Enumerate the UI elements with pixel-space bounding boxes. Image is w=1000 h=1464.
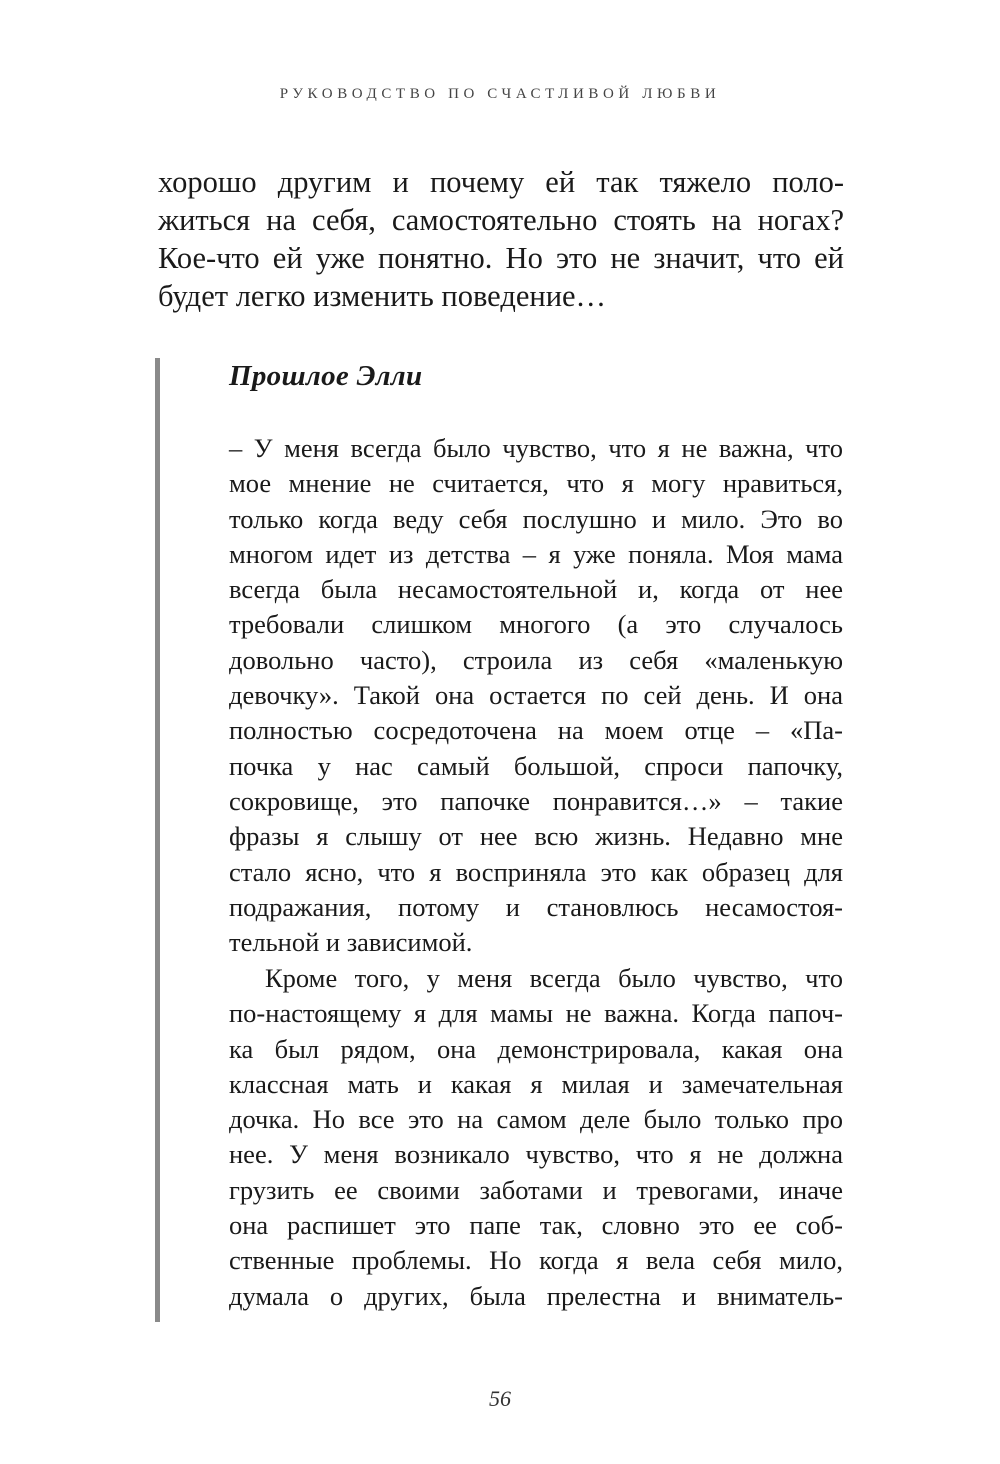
text-line: по-настоящему я для мамы не важна. Когда папоч- (229, 998, 843, 1029)
text-line: стало ясно, что я восприняла это как образец для (229, 856, 843, 887)
text-line: она распишет это папе так, словно это ее соб- (229, 1210, 843, 1241)
text-line: будет легко изменить поведение… (158, 279, 607, 313)
text-line: дочка. Но все это на самом деле было только про (229, 1104, 843, 1135)
text-line: классная мать и какая я милая и замечательная (229, 1068, 843, 1099)
quote-title: Прошлое Элли (229, 360, 423, 392)
text-line: сокровище, это папочке понравится…» – такие (229, 785, 843, 816)
text-line: Кроме того, у меня всегда было чувство, что (265, 963, 843, 993)
text-line: Кое-что ей уже понятно. Но это не значит, что ей (158, 241, 844, 275)
text-line: фразы я слышу от нее всю жизнь. Недавно мне (229, 821, 843, 852)
text-line: подражания, потому и становлюсь несамостоя- (229, 891, 843, 922)
page-number: 56 (489, 1386, 511, 1411)
text-line: довольно часто), строила из себя «маленькую (229, 644, 843, 675)
text-line: нее. У меня возникало чувство, что я не должна (229, 1139, 843, 1170)
text-line: – У меня всегда было чувство, что я не важна, что (229, 433, 843, 463)
running-head: РУКОВОДСТВО ПО СЧАСТЛИВОЙ ЛЮБВИ (279, 86, 721, 102)
text-line: ка был рядом, она демонстрировала, какая она (229, 1033, 843, 1064)
quote-paragraph-1 (229, 431, 843, 960)
text-line: мое мнение не считается, что я могу нравиться, (229, 468, 843, 499)
text-line: требовали слишком многого (а это случалось (229, 609, 843, 640)
text-line: грузить ее своими заботами и тревогами, иначе (229, 1174, 843, 1205)
text-line: ственные проблемы. Но когда я вела себя мило, (229, 1245, 843, 1276)
quote-paragraph-2 (229, 961, 843, 1314)
text-line: только когда веду себя послушно и мило. Это во (229, 503, 843, 534)
text-line: девочку». Такой она остается по сей день. И она (229, 680, 843, 711)
text-line: полностью сосредоточена на моем отце – «Па- (229, 715, 843, 746)
text-line: почка у нас самый большой, спроси папочку, (229, 750, 843, 781)
text-line: тельной и зависимой. (229, 927, 473, 958)
intro-paragraph (158, 163, 844, 315)
quote-side-bar (155, 358, 160, 1322)
text-line: житься на себя, самостоятельно стоять на ногах? (158, 203, 844, 237)
text-line: думала о других, была прелестна и вниматель- (229, 1280, 843, 1311)
text-line: многом идет из детства – я уже поняла. Моя мама (229, 538, 843, 569)
text-line: хорошо другим и почему ей так тяжело поло- (158, 165, 844, 199)
text-line: всегда была несамостоятельной и, когда от нее (229, 574, 843, 605)
